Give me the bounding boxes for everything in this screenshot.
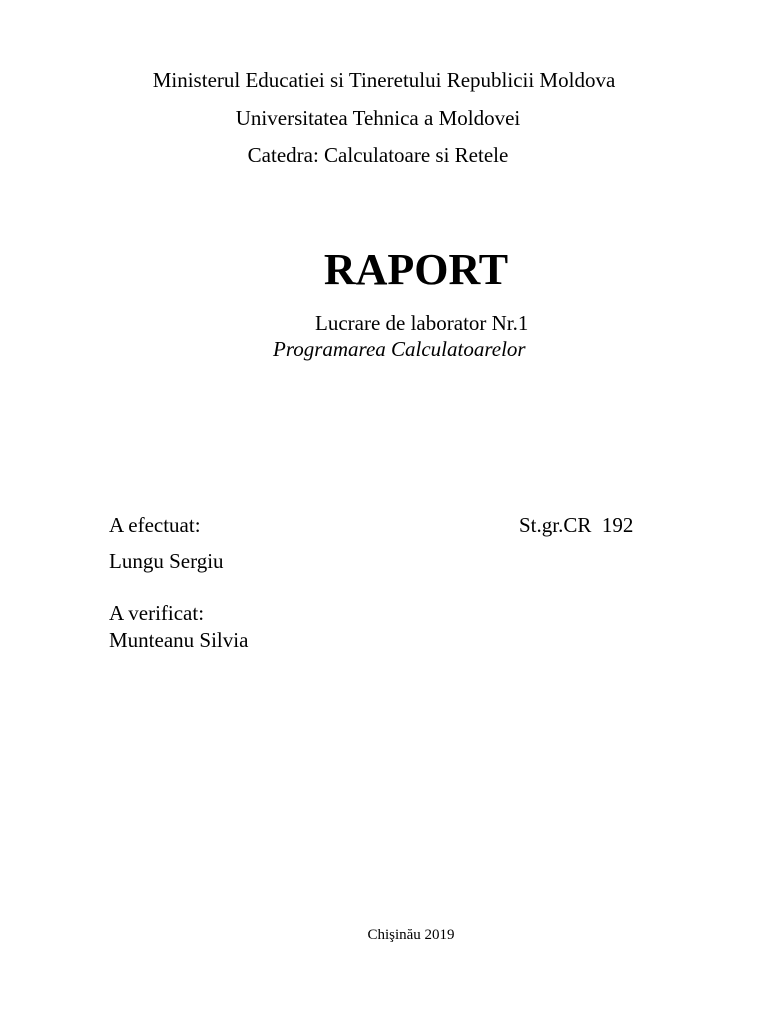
author-name: Lungu Sergiu [109, 549, 224, 573]
report-title: RAPORT [323, 245, 509, 294]
lab-work-title: Lucrare de laborator Nr.1 [315, 311, 529, 335]
reviewer-name: Munteanu Silvia [109, 628, 249, 652]
performed-by-label: A efectuat: [109, 513, 201, 537]
university-heading: Universitatea Tehnica a Moldovei [235, 106, 521, 130]
verified-by-label: A verificat: [109, 601, 205, 625]
student-group: St.gr.CR 192 [519, 513, 634, 537]
subject-title: Programarea Calculatoarelor [273, 337, 526, 361]
department-heading: Catedra: Calculatoare si Retele [247, 143, 509, 167]
ministry-heading: Ministerul Educatiei si Tineretului Republicii Moldova [152, 68, 616, 92]
place-and-year: Chişinău 2019 [367, 927, 455, 943]
